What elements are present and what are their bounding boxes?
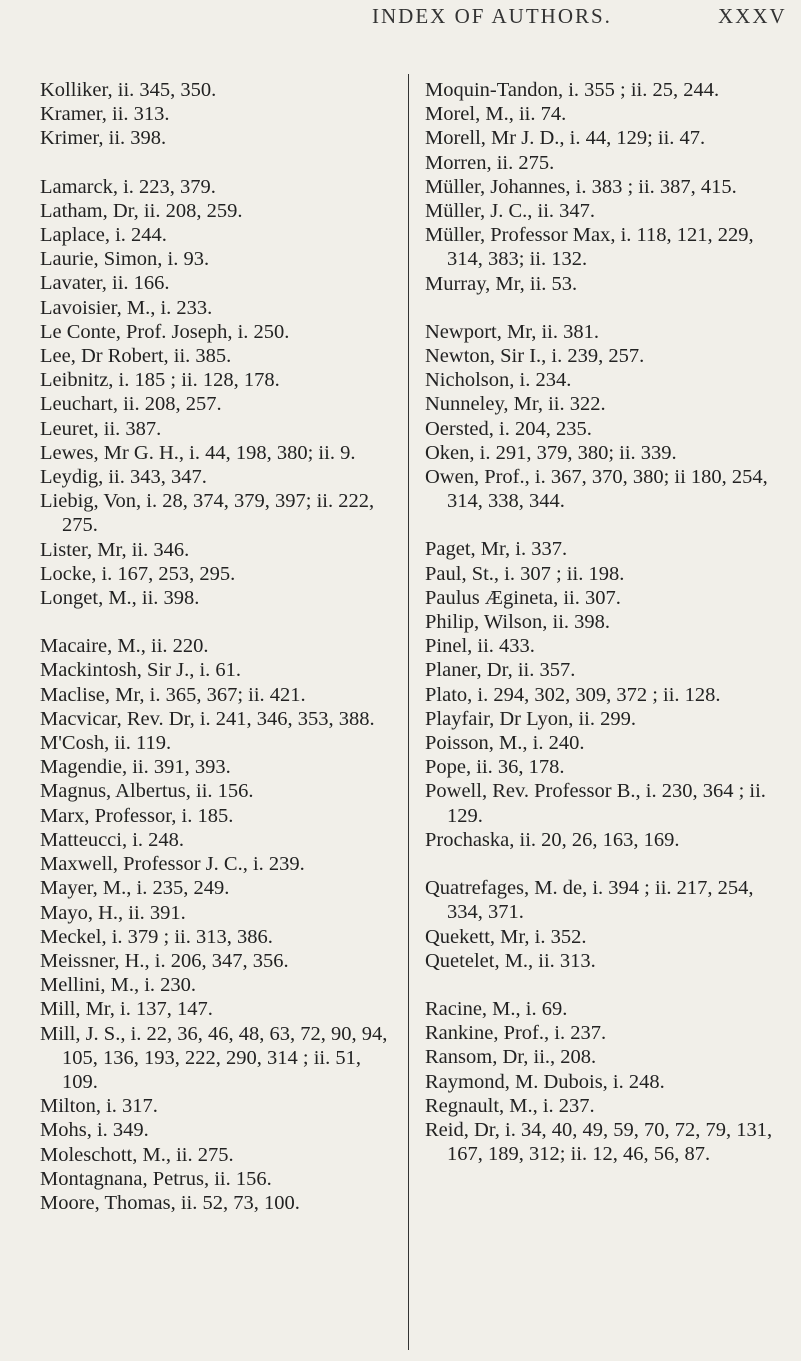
index-entry: Lee, Dr Robert, ii. 385. xyxy=(40,345,232,368)
index-entry: M'Cosh, ii. 119. xyxy=(40,732,172,755)
index-entry: Ransom, Dr, ii., 208. xyxy=(425,1046,597,1069)
index-entry: Macaire, M., ii. 220. xyxy=(40,635,209,658)
index-entry: Mayer, M., i. 235, 249. xyxy=(40,877,230,900)
section-gap xyxy=(425,973,777,997)
index-entry: Owen, Prof., i. 367, 370, 380; ii 180, 254, 314, 338, 344. xyxy=(425,466,768,513)
index-entry: Le Conte, Prof. Joseph, i. 250. xyxy=(40,320,290,343)
index-entry: Magnus, Albertus, ii. 156. xyxy=(40,780,254,803)
index-entry: Reid, Dr, i. 34, 40, 49, 59, 70, 72, 79, 131, 167, 189, 312; ii. 12, 46, 56, 87. xyxy=(425,1118,773,1166)
index-entry: Morell, Mr J. D., i. 44, 129; ii. 47. xyxy=(425,127,706,150)
section-gap xyxy=(425,513,777,537)
index-entry: Murray, Mr, ii. 53. xyxy=(425,272,578,295)
index-entry: Meckel, i. 379 ; ii. 313, 386. xyxy=(40,925,273,948)
index-entry: Mohs, i. 349. xyxy=(40,1119,149,1142)
index-entry: Morel, M., ii. 74. xyxy=(425,103,567,126)
index-entry: Latham, Dr, ii. 208, 259. xyxy=(40,199,243,222)
index-entry: Oersted, i. 204, 235. xyxy=(425,417,592,440)
index-entry: Plato, i. 294, 302, 309, 372 ; ii. 128. xyxy=(425,683,721,706)
index-entry: Pope, ii. 36, 178. xyxy=(425,756,565,779)
index-entry: Müller, Johannes, i. 383 ; ii. 387, 415. xyxy=(425,175,737,198)
index-entry: Pinel, ii. 433. xyxy=(425,635,535,658)
index-entry: Mackintosh, Sir J., i. 61. xyxy=(40,659,242,682)
index-entry: Lamarck, i. 223, 379. xyxy=(40,175,216,198)
index-entry: Moore, Thomas, ii. 52, 73, 100. xyxy=(40,1191,300,1214)
index-entry: Quatrefages, M. de, i. 394 ; ii. 217, 254, 334, 371. xyxy=(425,877,754,924)
index-entry: Laurie, Simon, i. 93. xyxy=(40,248,210,271)
index-entry: Powell, Rev. Professor B., i. 230, 364 ; ii. 129. xyxy=(425,780,766,827)
index-entry: Racine, M., i. 69. xyxy=(425,997,568,1020)
index-entry: Newport, Mr, ii. 381. xyxy=(425,320,599,343)
index-entry: Poisson, M., i. 240. xyxy=(425,732,585,755)
index-entry: Rankine, Prof., i. 237. xyxy=(425,1022,607,1045)
index-entry: Leibnitz, i. 185 ; ii. 128, 178. xyxy=(40,369,280,392)
index-entry: Müller, Professor Max, i. 118, 121, 229, 314, 383; ii. 132. xyxy=(425,224,754,271)
index-entry: Laplace, i. 244. xyxy=(40,224,167,247)
index-entry: Leuret, ii. 387. xyxy=(40,417,162,440)
index-entry: Krimer, ii. 398. xyxy=(40,127,167,150)
index-entry: Kramer, ii. 313. xyxy=(40,103,170,126)
index-entry: Montagnana, Petrus, ii. 156. xyxy=(40,1167,272,1190)
page-number: XXXV xyxy=(718,4,787,28)
index-entry: Newton, Sir I., i. 239, 257. xyxy=(425,345,645,368)
index-entry: Oken, i. 291, 379, 380; ii. 339. xyxy=(425,441,677,464)
index-entry: Marx, Professor, i. 185. xyxy=(40,804,234,827)
index-entry: Raymond, M. Dubois, i. 248. xyxy=(425,1070,665,1093)
index-entry: Kolliker, ii. 345, 350. xyxy=(40,79,217,101)
index-column-left xyxy=(40,78,390,1215)
section-gap xyxy=(425,852,777,876)
section-gap xyxy=(425,296,777,320)
running-title: INDEX OF AUTHORS. xyxy=(372,4,612,28)
index-entry: Prochaska, ii. 20, 26, 163, 169. xyxy=(425,828,680,851)
index-entry: Lavoisier, M., i. 233. xyxy=(40,296,213,319)
index-entry: Paget, Mr, i. 337. xyxy=(425,538,568,561)
section-gap xyxy=(40,151,390,175)
index-entry: Philip, Wilson, ii. 398. xyxy=(425,611,611,634)
index-entry: Maclise, Mr, i. 365, 367; ii. 421. xyxy=(40,683,306,706)
index-entry: Milton, i. 317. xyxy=(40,1095,158,1118)
index-entry: Planer, Dr, ii. 357. xyxy=(425,659,576,682)
index-entry: Mellini, M., i. 230. xyxy=(40,974,197,997)
index-entry: Quetelet, M., ii. 313. xyxy=(425,949,596,972)
index-column-right xyxy=(425,78,777,1166)
index-entry: Mill, J. S., i. 22, 36, 46, 48, 63, 72, 90, 94, 105, 136, 193, 222, 290, 314 ; ii. 51, 109. xyxy=(40,1022,388,1093)
index-entry: Locke, i. 167, 253, 295. xyxy=(40,562,236,585)
index-entry: Paulus Ægineta, ii. 307. xyxy=(425,586,621,609)
index-entry: Nicholson, i. 234. xyxy=(425,369,572,392)
index-entry: Moleschott, M., ii. 275. xyxy=(40,1143,234,1166)
index-entry: Moquin-Tandon, i. 355 ; ii. 25, 244. xyxy=(425,79,720,101)
index-entry: Longet, M., ii. 398. xyxy=(40,587,200,610)
index-entry: Matteucci, i. 248. xyxy=(40,828,185,851)
section-gap xyxy=(40,610,390,634)
index-entry: Lewes, Mr G. H., i. 44, 198, 380; ii. 9. xyxy=(40,441,356,464)
index-entry: Magendie, ii. 391, 393. xyxy=(40,756,231,779)
index-entry: Mayo, H., ii. 391. xyxy=(40,901,186,924)
index-entry: Leydig, ii. 343, 347. xyxy=(40,466,207,489)
index-entry: Liebig, Von, i. 28, 374, 379, 397; ii. 222, 275. xyxy=(40,490,375,537)
index-entry: Morren, ii. 275. xyxy=(425,151,555,174)
index-entry: Lavater, ii. 166. xyxy=(40,272,170,295)
index-entry: Maxwell, Professor J. C., i. 239. xyxy=(40,853,305,876)
index-entry: Lister, Mr, ii. 346. xyxy=(40,538,190,561)
index-entry: Playfair, Dr Lyon, ii. 299. xyxy=(425,707,636,730)
index-entry: Nunneley, Mr, ii. 322. xyxy=(425,393,606,416)
index-entry: Paul, St., i. 307 ; ii. 198. xyxy=(425,562,625,585)
index-entry: Mill, Mr, i. 137, 147. xyxy=(40,998,213,1021)
index-entry: Leuchart, ii. 208, 257. xyxy=(40,393,222,416)
index-entry: Macvicar, Rev. Dr, i. 241, 346, 353, 388. xyxy=(40,707,375,730)
column-divider xyxy=(408,74,409,1350)
index-entry: Müller, J. C., ii. 347. xyxy=(425,200,596,223)
page-header xyxy=(0,2,801,30)
index-entry: Regnault, M., i. 237. xyxy=(425,1094,595,1117)
index-entry: Quekett, Mr, i. 352. xyxy=(425,925,587,948)
index-entry: Meissner, H., i. 206, 347, 356. xyxy=(40,949,289,972)
